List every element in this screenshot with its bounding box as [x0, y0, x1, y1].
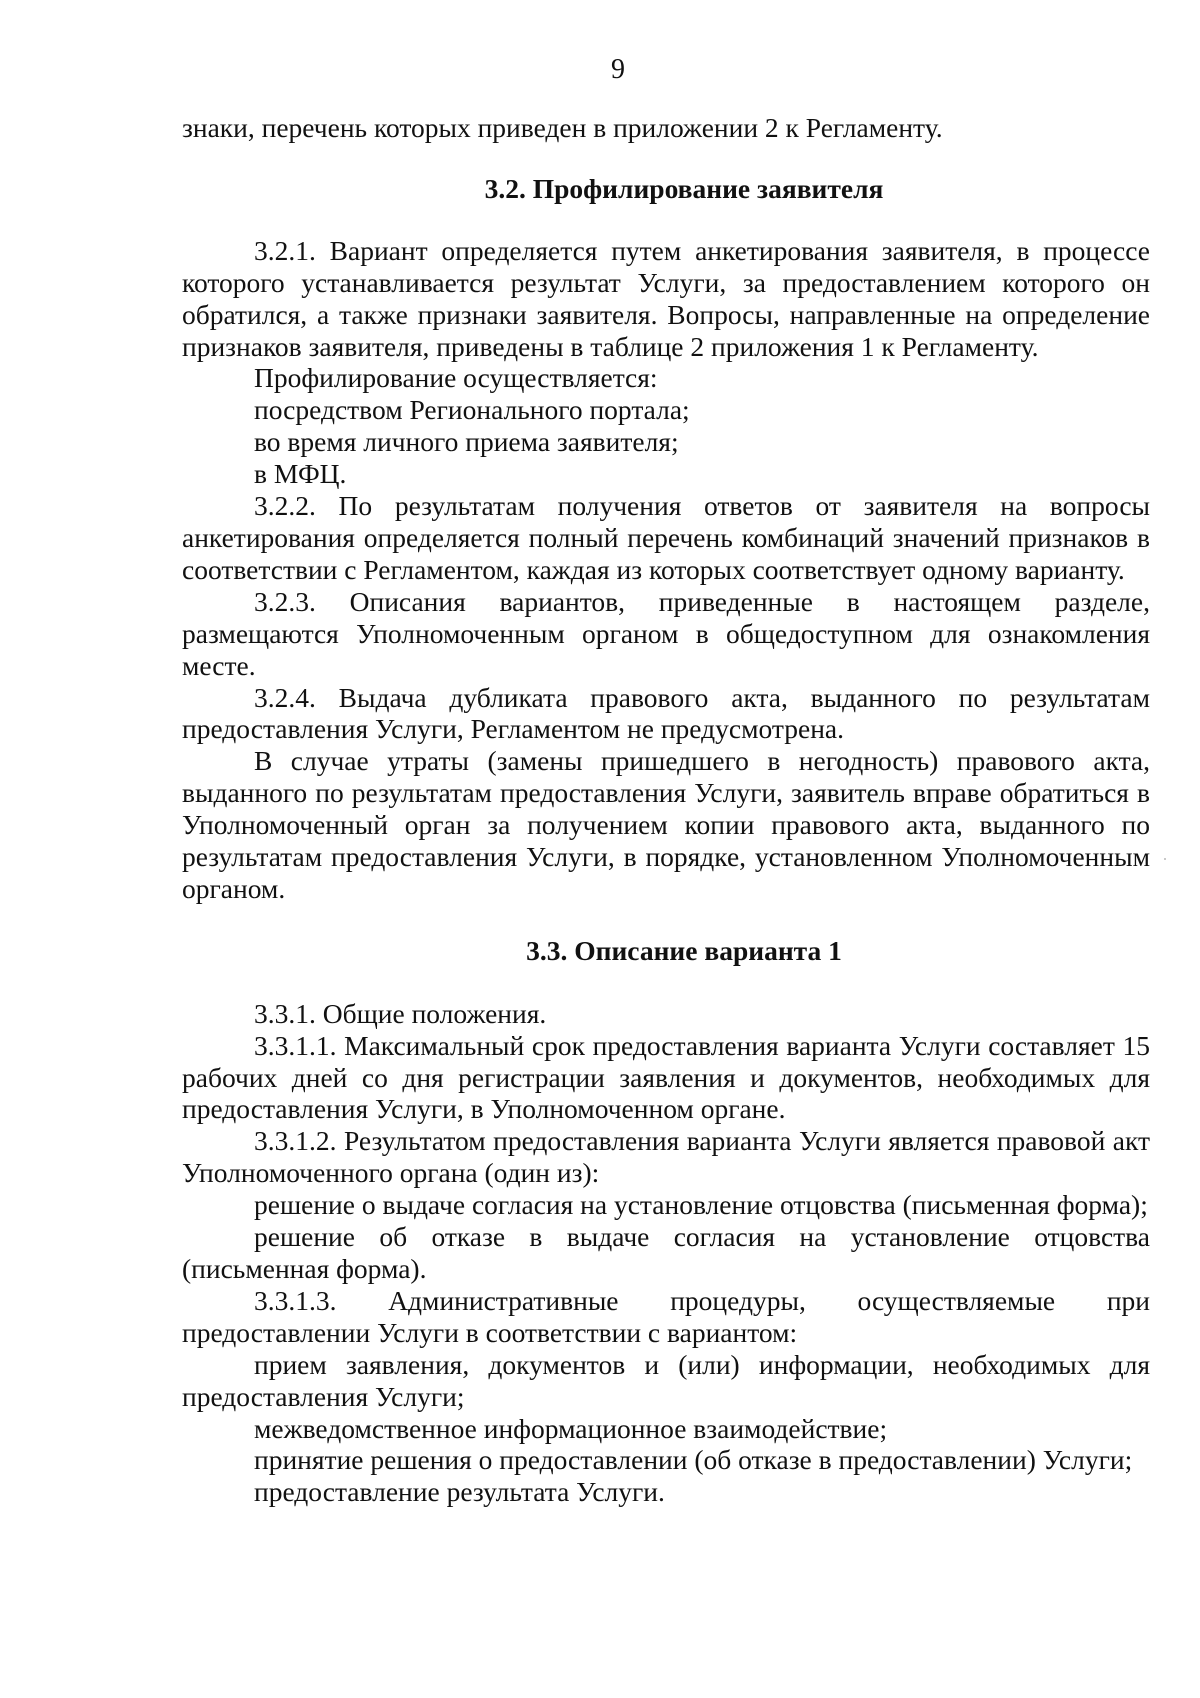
paragraph-3-2-1: 3.2.1. Вариант определяется путем анкетирования заявителя, в процессе которого устанавливается результат Услуги, за предоставлением которого он обратился, а также признаки заявителя. Вопросы, направленные на определение признаков заявителя, приведены в таблице 2 приложения 1 к Регламенту. — [182, 234, 1150, 362]
section-heading-3-2: 3.2. Профилирование заявителя — [484, 172, 884, 204]
paragraph-3-2-3: 3.2.3. Описания вариантов, приведенные в настоящем разделе, размещаются Уполномоченным органом в общедоступном для ознакомления месте. — [182, 585, 1150, 681]
list-item-refusal-decision: решение об отказе в выдаче согласия на установление отцовства (письменная форма). — [182, 1221, 1150, 1284]
list-item-mfc: в МФЦ. — [254, 458, 347, 490]
list-item-regional-portal: посредством Регионального портала; — [254, 394, 690, 426]
paragraph-loss-case: В случае утраты (замены пришедшего в негодность) правового акта, выданного по результатам предоставления Услуги, заявитель вправе обратиться в Уполномоченный орган за получением копии правового акта, выданного по результатам предоставления Услуги, в порядке, установленном Уполномоченным органом. — [182, 745, 1150, 904]
document-body — [182, 112, 1150, 1508]
paragraph-3-3-1-3: 3.3.1.3. Административные процедуры, осуществляемые при предоставлении Услуги в соответствии с вариантом: — [182, 1284, 1150, 1348]
paragraph-profiling-intro: Профилирование осуществляется: — [254, 362, 658, 394]
page-number: 9 — [611, 54, 625, 85]
paragraph-3-2-2: 3.2.2. По результатам получения ответов от заявителя на вопросы анкетирования определяется полный перечень комбинаций значений признаков в соответствии с Регламентом, каждая из которых соответствует одному варианту. — [182, 490, 1150, 585]
paragraph-3-3-1-2: 3.3.1.2. Результатом предоставления варианта Услуги является правовой акт Уполномоченного органа (один из): — [182, 1125, 1150, 1189]
section-heading-3-3: 3.3. Описание варианта 1 — [526, 934, 842, 966]
paragraph-3-3-1: 3.3.1. Общие положения. — [254, 997, 547, 1029]
list-item-application-reception: прием заявления, документов и (или) информации, необходимых для предоставления Услуги; — [182, 1348, 1150, 1412]
list-item-result-delivery: предоставление результата Услуги. — [254, 1476, 665, 1508]
list-item-interagency-interaction: межведомственное информационное взаимодействие; — [254, 1412, 888, 1444]
intro-line: знаки, перечень которых приведен в приложении 2 к Регламенту. — [182, 112, 943, 143]
list-item-consent-decision: решение о выдаче согласия на установление отцовства (письменная форма); — [254, 1189, 1148, 1221]
list-item-personal-reception: во время личного приема заявителя; — [254, 426, 679, 458]
paragraph-3-2-4: 3.2.4. Выдача дубликата правового акта, выданного по результатам предоставления Услуги, Регламентом не предусмотрена. — [182, 681, 1150, 745]
scan-speck — [1164, 858, 1166, 860]
paragraph-3-3-1-1: 3.3.1.1. Максимальный срок предоставления варианта Услуги составляет 15 рабочих дней со дня регистрации заявления и документов, необходимых для предоставления Услуги, в Уполномоченном органе. — [182, 1029, 1150, 1125]
list-item-decision-making: принятие решения о предоставлении (об отказе в предоставлении) Услуги; — [254, 1444, 1133, 1476]
